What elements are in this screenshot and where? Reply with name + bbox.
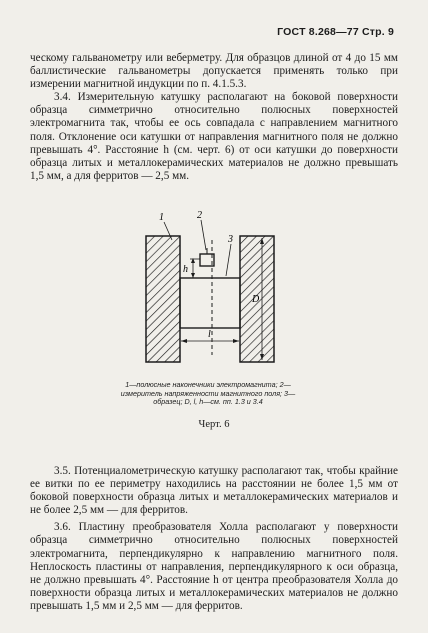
page-header: ГОСТ 8.268—77 Стр. 9 xyxy=(277,26,394,38)
l-arrow-left xyxy=(181,339,187,343)
label-3: 3 xyxy=(228,234,233,245)
paragraph-continuation: ческому гальванометру или веберметру. Для образцов длиной от 4 до 15 мм баллистические гальванометры допускается применять только при измерении магнитной индукции по п. 4.1.5.3. xyxy=(30,52,398,91)
label-h: h xyxy=(183,264,188,275)
sample-body xyxy=(180,278,240,328)
figure-caption: 1—полюсные наконечники электромагнита; 2—измеритель напряженности магнитного поля; 3—образец; D, l, h—см. пп. 1.3 и 3.4 xyxy=(120,380,296,407)
paragraph-3-6: 3.6. Пластину преобразователя Холла располагают у поверхности образца симметрично относительно полюсных поверхностей электромагнита, перпендикулярно к направлению магнитного поля. Неплоскость пластины от направления, перпендикулярного к оси образца, не должно превышать 4°. Расстояние h от центра преобразователя Холла до поверхности образца литых и металлокерамических материалов не должно превышать 1,5 мм и 2,5 мм — для ферритов. xyxy=(30,521,398,612)
text-block-bottom xyxy=(30,465,398,613)
left-pole-piece xyxy=(146,236,180,362)
label-2: 2 xyxy=(197,210,202,221)
h-arrow-bottom xyxy=(191,273,195,278)
label-d: D xyxy=(252,294,260,305)
l-arrow-right xyxy=(233,339,239,343)
figure-title: Черт. 6 xyxy=(198,419,230,430)
leader-3 xyxy=(226,244,231,276)
label-1: 1 xyxy=(159,212,164,223)
paragraph-3-4: 3.4. Измерительную катушку располагают на боковой поверхности образца симметрично относительно полюсных поверхностей электромагнита так, чтобы ее ось совпадала с направлением магнитного поля. Отклонение оси катушки от направления магнитного поля не должно превышать 4°. Расстояние h (см. черт. 6) от оси катушки до поверхности образца литых и металлокерамических материалов не должно превышать 1,5 мм, а для ферритов — 2,5 мм. xyxy=(30,91,398,182)
label-l: l xyxy=(208,329,211,340)
leader-2 xyxy=(201,220,206,250)
paragraph-3-5: 3.5. Потенциалометрическую катушку располагают так, чтобы крайние ее витки по ее периметру находились на расстоянии не более 1,5 мм от боковой поверхности образца литых и металлокерамических материалов и не более 2,5 мм — для ферритов. xyxy=(30,465,398,517)
